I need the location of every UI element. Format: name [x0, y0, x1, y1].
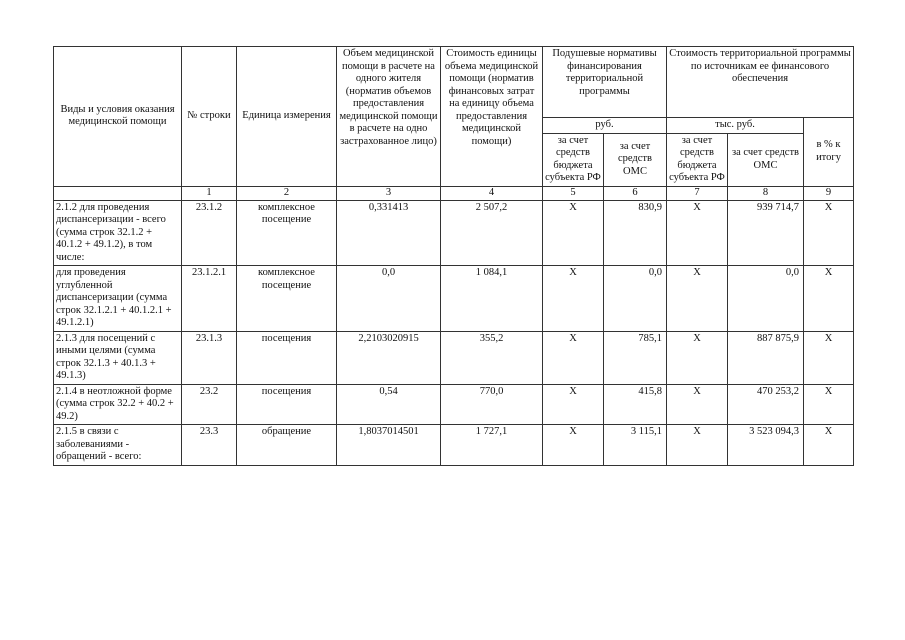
column-number: 8 [728, 186, 804, 200]
row-budget-thous: Х [667, 266, 728, 332]
column-number: 7 [667, 186, 728, 200]
table-row [54, 331, 854, 384]
row-percent: Х [804, 331, 854, 384]
column-number-blank [54, 186, 182, 200]
header-budget-thous: за счет средств бюджета субъекта РФ [667, 133, 728, 186]
column-number: 3 [337, 186, 441, 200]
row-oms-rub: 0,0 [604, 266, 667, 332]
column-number: 6 [604, 186, 667, 200]
row-unit: посещения [237, 331, 337, 384]
row-budget-rub: Х [543, 425, 604, 466]
header-per-capita: Подушевые нормативы финансирования территориальной программы [543, 47, 667, 118]
row-name: 2.1.3 для посещений с иными целями (сумма строк 32.1.3 + 40.1.3 + 49.1.3) [54, 331, 182, 384]
row-number: 23.2 [182, 384, 237, 425]
row-volume: 1,8037014501 [337, 425, 441, 466]
row-name: 2.1.2 для проведения диспансеризации - всего (сумма строк 32.1.2 + 40.1.2 + 49.1.2), в том числе: [54, 200, 182, 266]
row-percent: Х [804, 200, 854, 266]
row-cost: 1 727,1 [441, 425, 543, 466]
row-oms-rub: 785,1 [604, 331, 667, 384]
row-oms-thous: 939 714,7 [728, 200, 804, 266]
table-row [54, 384, 854, 425]
row-budget-rub: Х [543, 384, 604, 425]
table-row [54, 425, 854, 466]
row-number: 23.1.2.1 [182, 266, 237, 332]
row-oms-thous: 3 523 094,3 [728, 425, 804, 466]
row-budget-rub: Х [543, 200, 604, 266]
row-oms-rub: 415,8 [604, 384, 667, 425]
row-budget-thous: Х [667, 331, 728, 384]
row-number: 23.3 [182, 425, 237, 466]
table-row [54, 266, 854, 332]
header-unit: Единица измерения [237, 47, 337, 187]
column-numbers-row [54, 186, 854, 200]
row-unit: комплексное посещение [237, 200, 337, 266]
column-number: 4 [441, 186, 543, 200]
row-name: 2.1.5 в связи с заболеваниями - обращений - всего: [54, 425, 182, 466]
row-volume: 0,0 [337, 266, 441, 332]
row-cost: 1 084,1 [441, 266, 543, 332]
row-unit: посещения [237, 384, 337, 425]
row-oms-thous: 0,0 [728, 266, 804, 332]
row-percent: Х [804, 384, 854, 425]
header-kind: Виды и условия оказания медицинской помощи [54, 47, 182, 187]
header-program-cost: Стоимость территориальной программы по источникам ее финансового обеспечения [667, 47, 854, 118]
header-volume: Объем медицинской помощи в расчете на одного жителя (норматив объемов предоставления медицинской помощи в расчете на одно застрахованное лицо) [337, 47, 441, 187]
column-number: 2 [237, 186, 337, 200]
row-volume: 2,2103020915 [337, 331, 441, 384]
row-oms-thous: 887 875,9 [728, 331, 804, 384]
header-thous-rub: тыс. руб. [667, 118, 804, 134]
row-oms-rub: 830,9 [604, 200, 667, 266]
row-unit: комплексное посещение [237, 266, 337, 332]
column-number: 9 [804, 186, 854, 200]
row-name: 2.1.4 в неотложной форме (сумма строк 32.2 + 40.2 + 49.2) [54, 384, 182, 425]
header-budget-rub: за счет средств бюджета субъекта РФ [543, 133, 604, 186]
row-budget-rub: Х [543, 266, 604, 332]
row-unit: обращение [237, 425, 337, 466]
row-budget-rub: Х [543, 331, 604, 384]
header-rub: руб. [543, 118, 667, 134]
row-number: 23.1.2 [182, 200, 237, 266]
table-row [54, 200, 854, 266]
header-cost: Стоимость единицы объема медицинской помощи (норматив финансовых затрат на единицу объема предоставления медицинской помощи) [441, 47, 543, 187]
row-volume: 0,54 [337, 384, 441, 425]
row-number: 23.1.3 [182, 331, 237, 384]
header-oms-thous: за счет средств ОМС [728, 133, 804, 186]
row-budget-thous: Х [667, 200, 728, 266]
row-percent: Х [804, 266, 854, 332]
header-row-no: № строки [182, 47, 237, 187]
row-volume: 0,331413 [337, 200, 441, 266]
header-percent: в % к итогу [804, 118, 854, 187]
row-oms-thous: 470 253,2 [728, 384, 804, 425]
row-oms-rub: 3 115,1 [604, 425, 667, 466]
row-budget-thous: Х [667, 425, 728, 466]
row-budget-thous: Х [667, 384, 728, 425]
financing-table [53, 46, 854, 466]
row-name: для проведения углубленной диспансеризации (сумма строк 32.1.2.1 + 40.1.2.1 + 49.1.2.1) [54, 266, 182, 332]
row-cost: 2 507,2 [441, 200, 543, 266]
row-cost: 770,0 [441, 384, 543, 425]
column-number: 5 [543, 186, 604, 200]
row-percent: Х [804, 425, 854, 466]
column-number: 1 [182, 186, 237, 200]
header-oms-rub: за счет средств ОМС [604, 133, 667, 186]
row-cost: 355,2 [441, 331, 543, 384]
